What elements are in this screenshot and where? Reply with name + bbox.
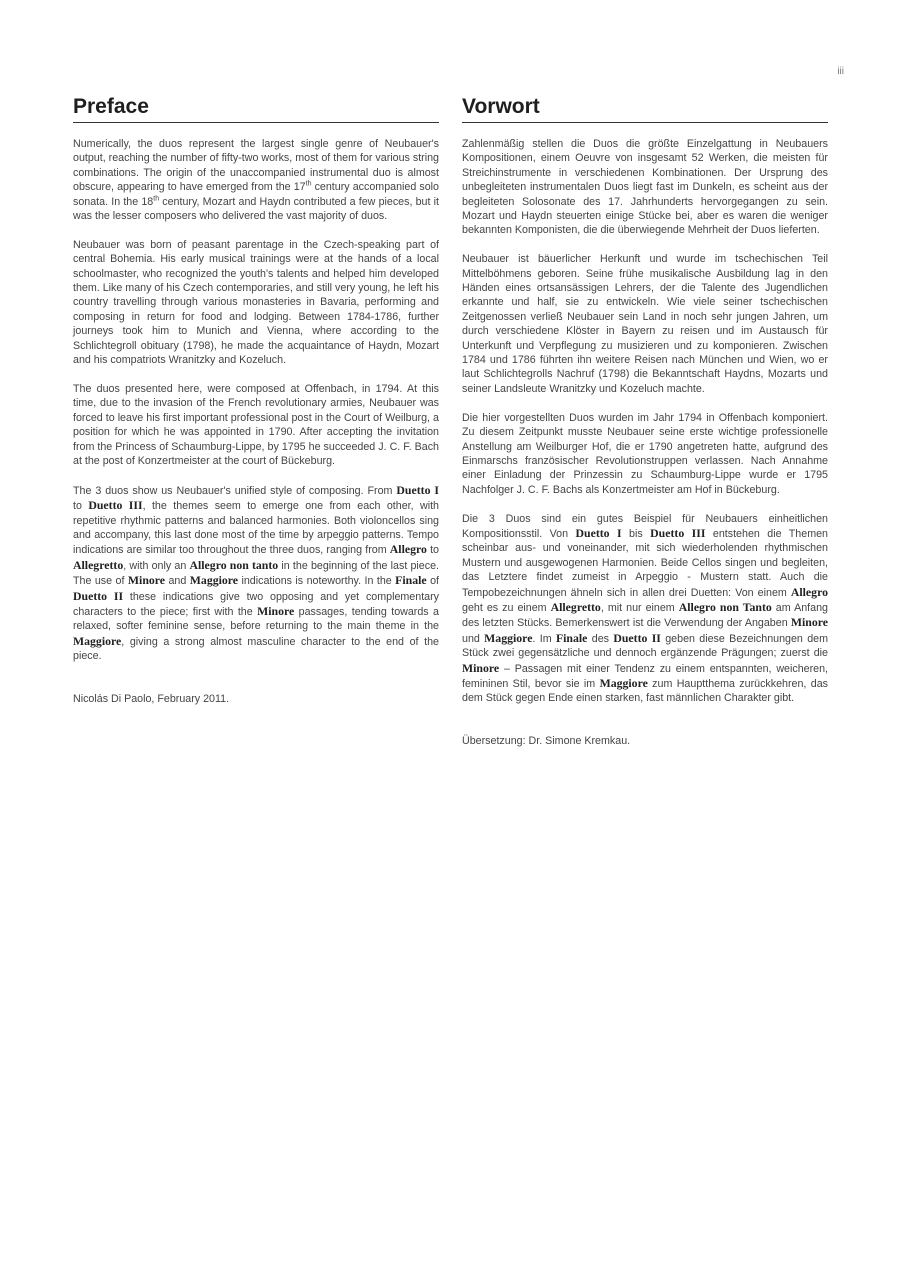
text-span: century accompanied solo sonata. In the 18 — [73, 181, 439, 208]
preface-signature: Nicolás Di Paolo, February 2011. — [73, 692, 230, 705]
tempo-marking: Minore — [462, 660, 500, 675]
duetto-title: Duetto I — [396, 482, 439, 497]
vorwort-paragraph-2: Neubauer ist bäuerlicher Herkunft und wurde im tschechischen Teil Mittelböhmens geboren. Seine frühe musikalische Ausbildung lag in den Händen eines ortsansässigen Lehrers, der die Talente des Jugendlichen erkannte und half, sie zu entwickeln. Wie viele seiner tschechischen Zeitgenossen verließ Neubauer sein Land in noch sehr jungen Jahren, um durch verschiedene Klöster in Bayern zu reisen und im Austausch für Unterkunft und Verpflegung zu musizieren und zu komponieren. Zwischen 1784 und 1786 führten ihn weitere Reisen nach München und Wien, wo er laut Schlichtegrolls Nachruf (1798) die Bekanntschaft Haydns, Mozarts und seiner Landsleute Wranitzky und Kozeluch machte. — [462, 253, 828, 395]
text-span: bis — [621, 527, 651, 540]
text-span: geben diese Bezeichnungen dem Stück zwei gegensätzliche und dennoch ergänzende Prägungen; zuerst die — [462, 632, 828, 660]
vorwort-heading: Vorwort — [462, 94, 828, 123]
text-span: to — [73, 500, 89, 513]
text-span: The 3 duos show us Neubauer's unified style of composing. From — [73, 484, 397, 497]
preface-paragraph-2: Neubauer was born of peasant parentage in the Czech-speaking part of central Bohemia. His early musical trainings were at the hands of a local schoolmaster, who recognized the youth's talents and helped him developed them. Like many of his Czech contemporaries, and still very young, he left his country travelling through various monasteries in Bavaria, performing and composing in return for food and lodging. Between 1784-1786, further journeys took him to Munich and Vienna, where according to the Schlichtegroll obituary (1798), he made the acquaintance of Haydn, Mozart and his compatriots Wranitzky and Kozeluch. — [73, 238, 439, 367]
preface-paragraph-3: The duos presented here, were composed at Offenbach, in 1794. At this time, due to the invasion of the French revolutionary armies, Neubauer was forced to leave his first important professional post in the Court of Weilburg, a position for which he was appointed in 1790. After accepting the invitation from the Princess of Schaumburg-Lippe, by 1795 he succeeded J. C. F. Bach at the post of Konzertmeister at the court of Bückeburg. — [73, 382, 439, 467]
preface-paragraph-4 — [73, 483, 439, 664]
tempo-marking: Minore — [257, 603, 295, 618]
tempo-marking: Maggiore — [189, 573, 239, 588]
text-span: . Im — [532, 632, 556, 645]
tempo-marking: Allegretto — [550, 599, 601, 614]
preface-paragraph-1 — [73, 137, 439, 223]
duetto-title: Duetto III — [650, 525, 706, 540]
text-span: of — [426, 575, 439, 588]
text-span: and — [165, 575, 190, 588]
tempo-marking: Minore — [790, 615, 828, 630]
text-span: , the themes seem to emerge one from each other, with repetitive rhythmic patterns and balanced harmonies. Both violoncellos sing and accompany, this last done most of the time by arpeggio patterns. Tempo indications are similar too throughout the three duos, ranging from — [73, 500, 439, 557]
superscript: th — [305, 180, 312, 188]
superscript: th — [153, 195, 160, 203]
text-span: indications is noteworthy. In the — [238, 575, 396, 588]
text-span: passages, tending towards a relaxed, softer feminine sense, before returning to the main theme in the — [73, 605, 439, 633]
text-span: , mit nur einem — [600, 601, 679, 614]
vorwort-paragraph-1: Zahlenmäßig stellen die Duos die größte Einzelgattung in Neubauers Kompositionen, einem Oeuvre von insgesamt 52 Werken, die meisten für Streichinstrumente in verschiedenen Kombinationen. Der Ursprung des unbegleiteten instrumentalen Duos liegt fast im Dunkeln, es scheint aus der begleiteten Solosonate des 17. Jahrhunderts hervorgegangen zu sein. Mozart und Haydn steuerten einige Stücke bei, aber es waren die weniger bekannten Komponisten, die die überwiegende Mehrheit der Duos lieferten. — [462, 138, 828, 237]
tempo-marking: Allegretto — [73, 557, 124, 572]
text-span: in the beginning of the last piece. The use of — [73, 559, 439, 588]
movement-title: Finale — [395, 573, 427, 588]
text-span: entstehen die Themen scheinbar aus- und voneinander, mit sich wiederholenden rhythmischen Mustern und ausgewogenen Harmonien. Beide Cellos singen und begleiten, das Letztere findet zumeist in Arpeggio - Mustern statt. Auch die Tempobezeichnungen ähneln sich in allen drei Duetten: Von einem — [462, 527, 828, 599]
text-span: des — [587, 632, 614, 645]
text-span: Die 3 Duos sind ein gutes Beispiel für Neubauers einheitlichen Kompositionsstil. Von — [462, 512, 828, 540]
tempo-marking: Allegro — [790, 584, 828, 599]
text-span: , giving a strong almost masculine character to the end of the piece. — [73, 635, 439, 663]
duetto-title: Duetto III — [88, 498, 143, 513]
text-span: am Anfang des letzten Stücks. Bemerkenswert ist die Verwendung der Angaben — [462, 601, 828, 630]
text-span: to — [426, 544, 439, 557]
text-span: und — [462, 632, 485, 645]
tempo-marking: Allegro — [389, 542, 427, 557]
movement-title: Finale — [555, 630, 588, 645]
text-span: , with only an — [123, 559, 190, 572]
vorwort-paragraph-4 — [462, 512, 828, 706]
duetto-title: Duetto II — [613, 630, 661, 645]
vorwort-paragraph-3: Die hier vorgestellten Duos wurden im Jahr 1794 in Offenbach komponiert. Zu diesem Zeitpunkt musste Neubauer seine erste wichtige professionelle Anstellung am Weilburger Hof, die er 1790 angetreten hatte, aufgrund des Einmarschs französischer Revolutionstruppen verlassen. Nach Annahme einer Einladung der Prinzessin zu Schaumburg-Lippe wurde er 1795 Nachfolger J. C. F. Bachs als Konzertmeister am Hof in Bückeburg. — [462, 411, 828, 496]
tempo-marking: Maggiore — [599, 675, 648, 690]
text-span: – Passagen mit einer Tendenz zu einem entspannten, weicheren, femininen Stil, bevor sie im — [462, 662, 828, 690]
vorwort-translation-credit: Übersetzung: Dr. Simone Kremkau. — [462, 734, 631, 747]
preface-column — [73, 94, 439, 720]
preface-heading: Preface — [73, 94, 439, 123]
tempo-marking: Minore — [127, 573, 166, 588]
preface-body — [73, 137, 439, 706]
tempo-marking: Maggiore — [484, 630, 533, 645]
text-span: these indications give two opposing and yet complementary characters to the piece; first with the — [73, 590, 440, 618]
text-span: geht es zu einem — [462, 601, 551, 614]
page-number: iii — [837, 66, 844, 77]
text-span: zum Hauptthema zurückkehren, das dem Stück gegen Ende einen starken, fast männlichen Charakter gibt. — [462, 677, 828, 705]
tempo-marking: Allegro non tanto — [189, 557, 279, 572]
vorwort-column — [462, 94, 828, 763]
tempo-marking: Maggiore — [73, 633, 122, 648]
duetto-title: Duetto I — [575, 525, 622, 540]
text-span: Numerically, the duos represent the largest single genre of Neubauer's output, reaching the number of fifty-two works, most of them for various string combinations. The origin of the unaccompanied instrumental duo is almost obscure, appearing to have emerged from the 17 — [73, 138, 439, 194]
vorwort-body — [462, 137, 828, 748]
duetto-title: Duetto II — [73, 588, 124, 603]
text-span: century, Mozart and Haydn contributed a few pieces, but it was the lesser composers who delivered the vast majority of duos. — [73, 195, 439, 223]
tempo-marking: Allegro non Tanto — [678, 599, 772, 614]
